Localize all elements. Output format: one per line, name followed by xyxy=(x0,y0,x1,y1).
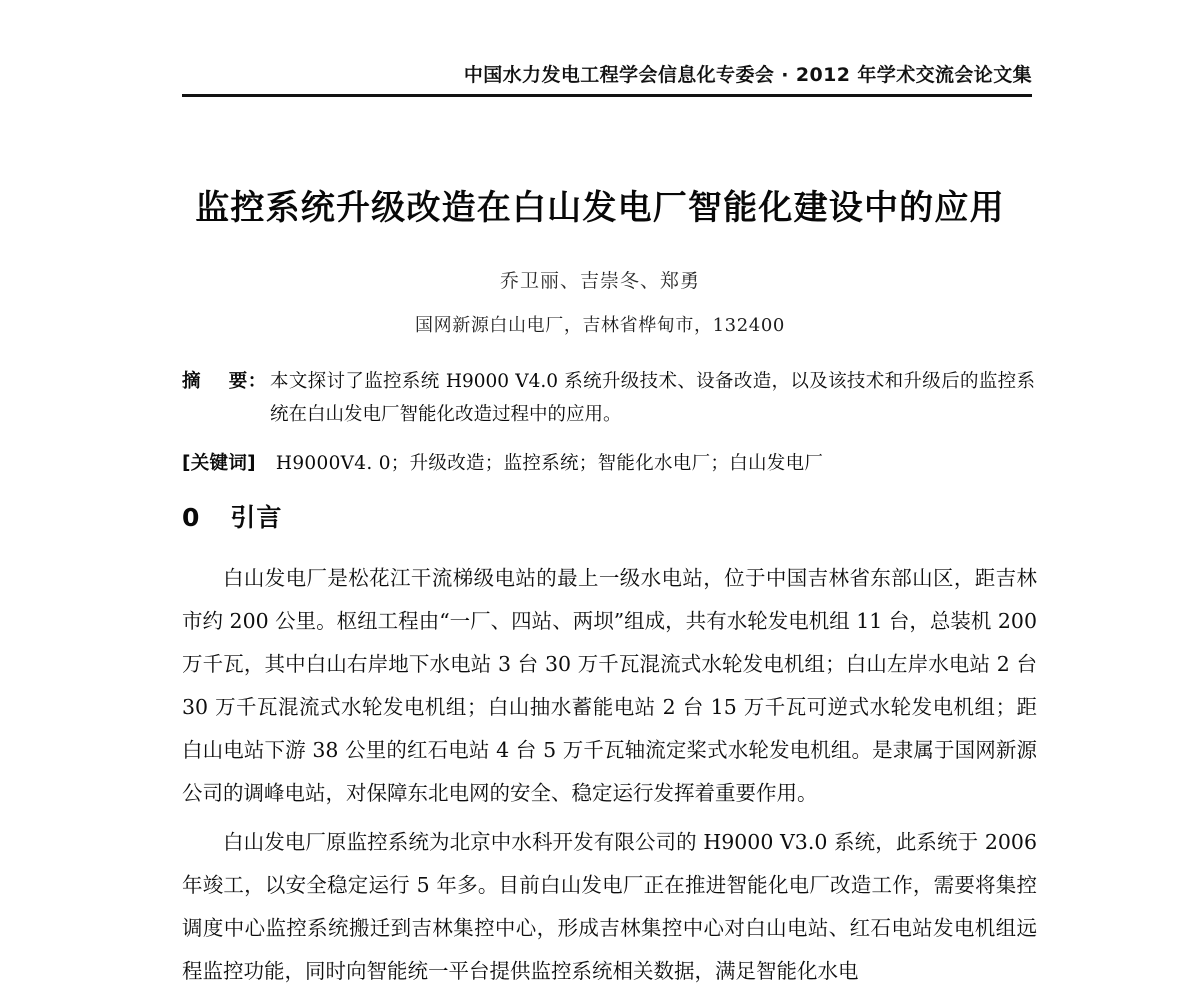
body-text xyxy=(182,557,1037,993)
abstract-label: 摘 要： xyxy=(182,371,267,392)
page-title: 监控系统升级改造在白山发电厂智能化建设中的应用 xyxy=(195,187,1005,228)
abstract-text: 本文探讨了监控系统 H9000 V4.0 系统升级技术、设备改造，以及该技术和升级后的监控系统在白山发电厂智能化改造过程中的应用。 xyxy=(270,371,1035,425)
keywords-text: H9000V4. 0；升级改造；监控系统；智能化水电厂；白山发电厂 xyxy=(275,453,824,474)
affiliation: 国网新源白山电厂，吉林省桦甸市，132400 xyxy=(415,315,785,336)
paragraph: 白山发电厂是松花江干流梯级电站的最上一级水电站，位于中国吉林省东部山区，距吉林市约 200 公里。枢纽工程由“一厂、四站、两坝”组成，共有水轮发电机组 11 台，总装机 200 万千瓦，其中白山右岸地下水电站 3 台 30 万千瓦混流式水轮发电机组；白山左岸水电站 2 台 30 万千瓦混流式水轮发电机组；白山抽水蓄能电站 2 台 15 万千瓦可逆式水轮发电机组；距白山电站下游 38 公里的红石电站 4 台 5 万千瓦轴流定桨式水轮发电机组。是隶属于国网新源公司的调峰电站，对保障东北电网的安全、稳定运行发挥着重要作用。 xyxy=(182,566,1037,805)
author-list: 乔卫丽、吉崇冬、郑勇 xyxy=(499,270,700,292)
header-rule xyxy=(182,94,1032,97)
keywords-block xyxy=(182,449,1035,479)
paragraph: 白山发电厂原监控系统为北京中水科开发有限公司的 H9000 V3.0 系统，此系统于 2006 年竣工，以安全稳定运行 5 年多。目前白山发电厂正在推进智能化电厂改造工作，需要将集控调度中心监控系统搬迁到吉林集控中心，形成吉林集控中心对白山电站、红石电站发电机组远程监控功能，同时向智能统一平台提供监控系统相关数据，满足智能化水电 xyxy=(182,830,1037,983)
running-head: 中国水力发电工程学会信息化专委会 · 2012 年学术交流会论文集 xyxy=(463,64,1032,86)
section-title: 引言 xyxy=(230,503,283,532)
section-number: 0 xyxy=(182,503,201,532)
abstract-block xyxy=(182,365,1035,431)
keywords-label: [关键词] xyxy=(182,453,256,474)
section-heading xyxy=(182,498,282,534)
